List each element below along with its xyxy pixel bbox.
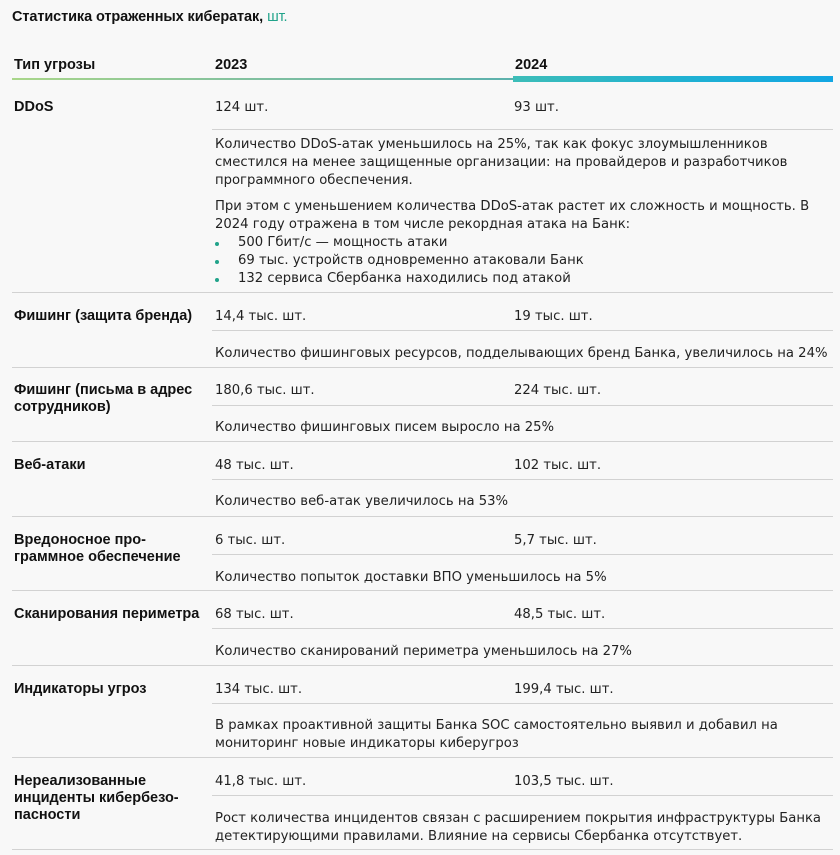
bullet-item — [215, 252, 833, 270]
bullet-list — [215, 234, 833, 288]
row-divider — [12, 849, 833, 850]
row-description: Количество веб-атак увеличилось на 53% — [215, 494, 509, 509]
bullet-dot-icon — [215, 242, 219, 246]
row-description: Количество попыток доставки ВПО уменьшилось на 5% — [215, 570, 607, 585]
row-description: Количество сканирований периметра уменьшилось на 27% — [215, 644, 632, 659]
row-subdivider — [212, 479, 833, 480]
page-title — [12, 9, 287, 25]
row-divider — [12, 367, 833, 368]
value-2024: 5,7 тыс. шт. — [514, 533, 597, 548]
bullet-dot-icon — [215, 260, 219, 264]
value-2023: 14,4 тыс. шт. — [215, 309, 307, 324]
row-divider — [12, 441, 833, 442]
row-description: В рамках проактивной защиты Банка SOC самостоятельно выявил и добавил на мониторинг новые индикаторы киберугроз — [215, 718, 778, 751]
value-2024: 93 шт. — [514, 100, 559, 115]
bullet-text: 500 Гбит/с — мощность атаки — [238, 235, 448, 250]
row-description — [215, 136, 833, 288]
row-subdivider — [212, 554, 833, 555]
row-divider — [12, 516, 833, 517]
row-subdivider — [212, 330, 833, 331]
row-subdivider — [212, 628, 833, 629]
value-2024: 199,4 тыс. шт. — [514, 682, 614, 697]
value-2024: 48,5 тыс. шт. — [514, 607, 606, 622]
value-2023: 68 тыс. шт. — [215, 607, 294, 622]
value-2023: 180,6 тыс. шт. — [215, 383, 315, 398]
bullet-item — [215, 234, 833, 252]
description-paragraph: При этом с уменьшением количества DDoS-атак растет их сложность и мощность. В 2024 году отражена в том числе рекордная атака на Банк: — [215, 199, 810, 232]
title-unit: шт. — [267, 9, 288, 25]
threat-label: Веб-атаки — [14, 457, 86, 473]
header-underline-highlight-2024 — [513, 76, 833, 82]
value-2023: 134 тыс. шт. — [215, 682, 303, 697]
value-2023: 48 тыс. шт. — [215, 458, 294, 473]
row-subdivider — [212, 703, 833, 704]
threat-label: Индикаторы угроз — [14, 681, 147, 697]
threat-label: Фишинг (письма в адрес сотрудников) — [14, 382, 193, 415]
value-2024: 103,5 тыс. шт. — [514, 774, 614, 789]
row-divider — [12, 757, 833, 758]
value-2023: 41,8 тыс. шт. — [215, 774, 307, 789]
row-subdivider — [212, 129, 833, 130]
row-subdivider — [212, 795, 833, 796]
value-2024: 224 тыс. шт. — [514, 383, 602, 398]
value-2023: 124 шт. — [215, 100, 269, 115]
column-header-threat-type: Тип угрозы — [14, 57, 96, 73]
threat-label: DDoS — [14, 99, 54, 115]
bullet-text: 132 сервиса Сбербанка находились под атакой — [238, 271, 571, 286]
bullet-text: 69 тыс. устройств одновременно атаковали Банк — [238, 253, 584, 268]
title-text: Статистика отраженных кибератак, — [12, 9, 264, 25]
row-divider — [12, 292, 833, 293]
column-header-2024: 2024 — [515, 57, 548, 73]
value-2024: 102 тыс. шт. — [514, 458, 602, 473]
value-2023: 6 тыс. шт. — [215, 533, 286, 548]
row-subdivider — [212, 405, 833, 406]
row-description: Количество фишинговых писем выросло на 25% — [215, 420, 555, 435]
threat-label: Нереализованные инциденты кибербезо-пасности — [14, 773, 179, 823]
row-divider — [12, 665, 833, 666]
header-underline — [12, 78, 514, 80]
column-header-2023: 2023 — [215, 57, 248, 73]
threat-label: Вредоносное про-граммное обеспечение — [14, 532, 181, 565]
threat-label: Сканирования периметра — [14, 606, 200, 622]
bullet-item — [215, 270, 833, 288]
row-description: Рост количества инцидентов связан с расширением покрытия инфраструктуры Банка детектирующими правилами. Влияние на сервисы Сбербанка отсутствует. — [215, 811, 822, 844]
row-description: Количество фишинговых ресурсов, подделывающих бренд Банка, увеличилось на 24% — [215, 346, 828, 361]
value-2024: 19 тыс. шт. — [514, 309, 593, 324]
row-divider — [12, 590, 833, 591]
description-paragraph: Количество DDoS-атак уменьшилось на 25%, так как фокус злоумышленников сместился на менее защищенные организации: на провайдеров и разработчиков программного обеспечения. — [215, 137, 788, 188]
bullet-dot-icon — [215, 278, 219, 282]
threat-label: Фишинг (защита бренда) — [14, 308, 193, 324]
